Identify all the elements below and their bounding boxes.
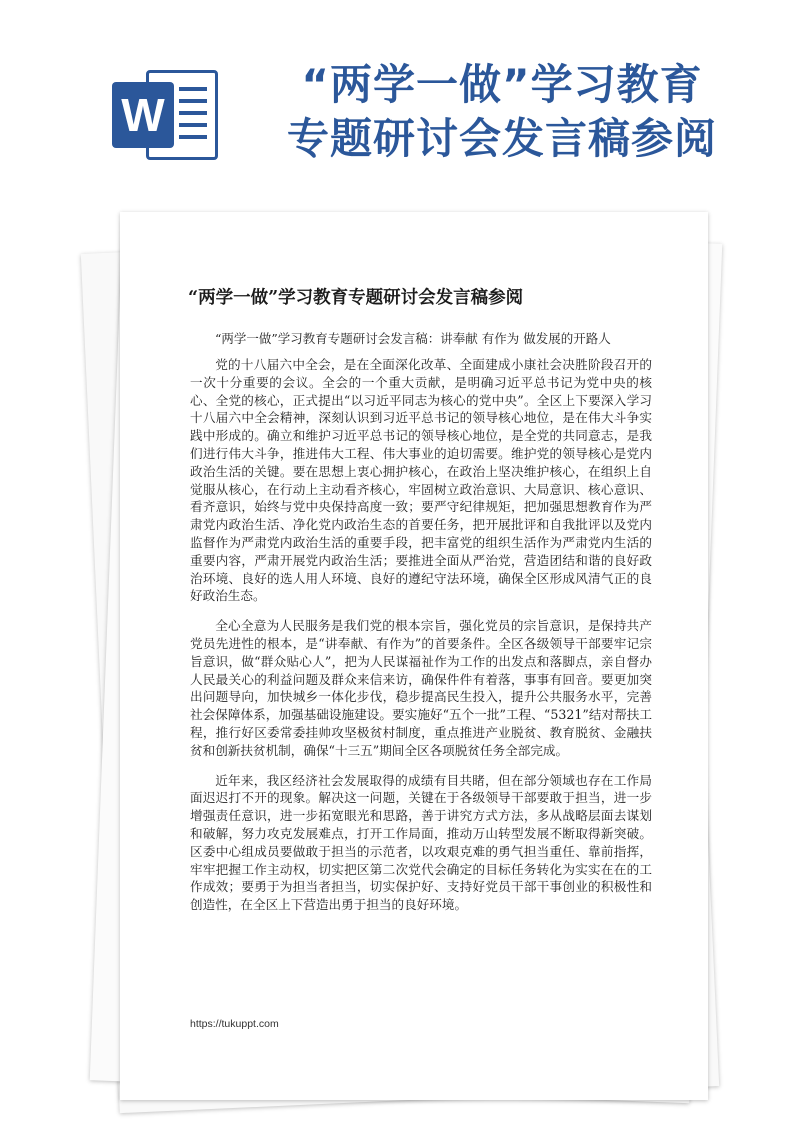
banner xyxy=(0,0,800,210)
document-body xyxy=(190,356,652,926)
body-paragraph-3: 近年来，我区经济社会发展取得的成绩有目共睹，但在部分领域也存在工作局面迟迟打不开的现象。解决这一问题，关键在于各级领导干部要敢于担当，进一步增强责任意识，进一步拓宽眼光和思路，善于讲究方式方法，多从战略层面去谋划和破解，努力攻克发展难点，打开工作局面，推动万山转型发展不断取得新突破。区委中心组成员要做敢于担当的示范者，以攻艰克难的勇气担当重任、靠前指挥，牢牢把握工作主动权，切实把区第二次党代会确定的目标任务转化为实实在在的工作成效；要勇于为担当者担当，切实保护好、支持好党员干部干事创业的积极性和创造性，在全区上下营造出勇于担当的良好环境。 xyxy=(190,772,652,913)
banner-title xyxy=(232,58,772,166)
banner-title-line-2: 专题研讨会发言稿参阅 xyxy=(286,114,717,163)
document-title: “两学一做”学习教育专题研讨会发言稿参阅 xyxy=(188,288,524,308)
document-subtitle: “两学一做”学习教育专题研讨会发言稿：讲奉献 有作为 做发展的开路人 xyxy=(215,331,611,346)
body-paragraph-2: 全心全意为人民服务是我们党的根本宗旨，强化党员的宗旨意识，是保持共产党员先进性的根本，是“讲奉献、有作为”的首要条件。全区各级领导干部要牢记宗旨意识，做“群众贴心人”，把为人民谋福祉作为工作的出发点和落脚点，亲自督办人民最关心的利益问题及群众来信来访，确保件件有着落，事事有回音。要更加突出问题导向，加快城乡一体化步伐，稳步提高民生投入，提升公共服务水平，完善社会保障体系，加强基础设施建设。要实施好“五个一批”工程、“5321”结对帮扶工程，推行好区委常委挂帅攻坚极贫村制度，重点推进产业脱贫、教育脱贫、金融扶贫和创新扶贫机制，确保“十三五”期间全区各项脱贫任务全部完成。 xyxy=(190,618,652,758)
banner-title-line-1: “两学一做”学习教育 xyxy=(301,60,703,109)
footer-url[interactable]: https://tukuppt.com xyxy=(190,1018,279,1030)
word-document-icon xyxy=(112,66,220,164)
word-letter-badge: W xyxy=(112,82,174,148)
body-paragraph-1: 党的十八届六中全会，是在全面深化改革、全面建成小康社会决胜阶段召开的一次十分重要的会议。全会的一个重大贡献，是明确习近平总书记为党中央的核心、全党的核心，正式提出“以习近平同志为核心的党中央”。全区上下要深入学习十八届六中全会精神，深刻认识到习近平总书记的领导核心地位，是在伟大斗争实践中形成的。确立和维护习近平总书记的领导核心地位，是全党的共同意志，是我们进行伟大斗争，推进伟大工程、伟大事业的迫切需要。维护党的领导核心是党内政治生活的关键。要在思想上衷心拥护核心，在政治上坚决维护核心，在组织上自觉服从核心，在行动上主动看齐核心，牢固树立政治意识、大局意识、核心意识、看齐意识，始终与党中央保持高度一致；要严守纪律规矩，把加强思想教育作为严肃党内政治生活、净化党内政治生态的首要任务，把开展批评和自我批评以及党内监督作为严肃党内政治生活的重要手段，把丰富党的组织生活作为严肃党内生活的重要内容，严肃开展党内政治生活；要推进全面从严治党，营造团结和谐的良好政治环境、良好的选人用人环境、良好的遵纪守法环境，确保全区形成风清气正的良好政治生态。 xyxy=(190,357,652,604)
